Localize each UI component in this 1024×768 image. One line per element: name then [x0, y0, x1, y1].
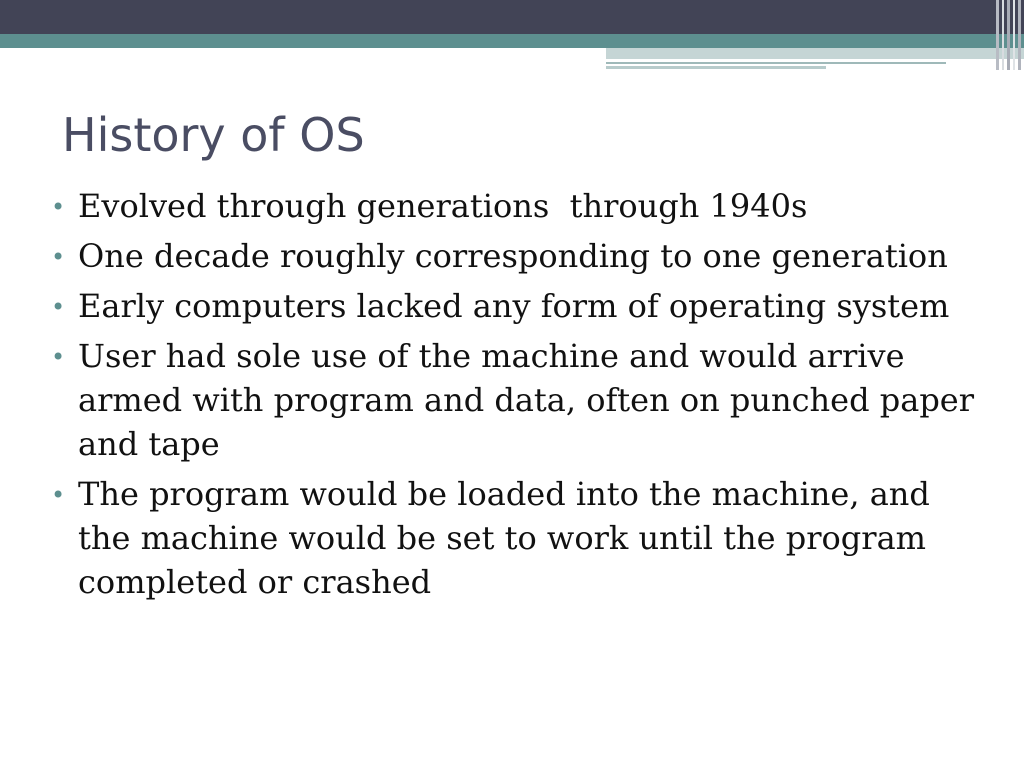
bullet-text: User had sole use of the machine and would arrive armed with program and data, often on punched paper and tape: [78, 337, 975, 463]
bullet-icon: •: [51, 193, 66, 221]
bullet-item: [48, 334, 978, 466]
bullet-text: The program would be loaded into the machine, and the machine would be set to work until the program completed or crashed: [78, 475, 930, 601]
bullet-icon: •: [51, 293, 66, 321]
bullet-item: [48, 284, 978, 328]
header-corner-stripes: [994, 0, 1024, 70]
bullet-icon: •: [51, 343, 66, 371]
bullet-list: [48, 184, 978, 610]
header-accent-line: [606, 62, 946, 64]
bullet-text: One decade roughly corresponding to one generation: [78, 237, 948, 275]
header-accent-line: [606, 66, 826, 69]
bullet-icon: •: [51, 243, 66, 271]
bullet-text: Early computers lacked any form of operating system: [78, 287, 950, 325]
header-teal-band: [0, 34, 1024, 48]
bullet-item: [48, 472, 978, 604]
bullet-icon: •: [51, 481, 66, 509]
header-dark-band: [0, 0, 1024, 34]
bullet-item: [48, 234, 978, 278]
bullet-item: [48, 184, 978, 228]
bullet-text: Evolved through generations through 1940s: [78, 187, 808, 225]
header-light-band: [606, 48, 1024, 59]
slide-title: History of OS: [62, 108, 365, 162]
